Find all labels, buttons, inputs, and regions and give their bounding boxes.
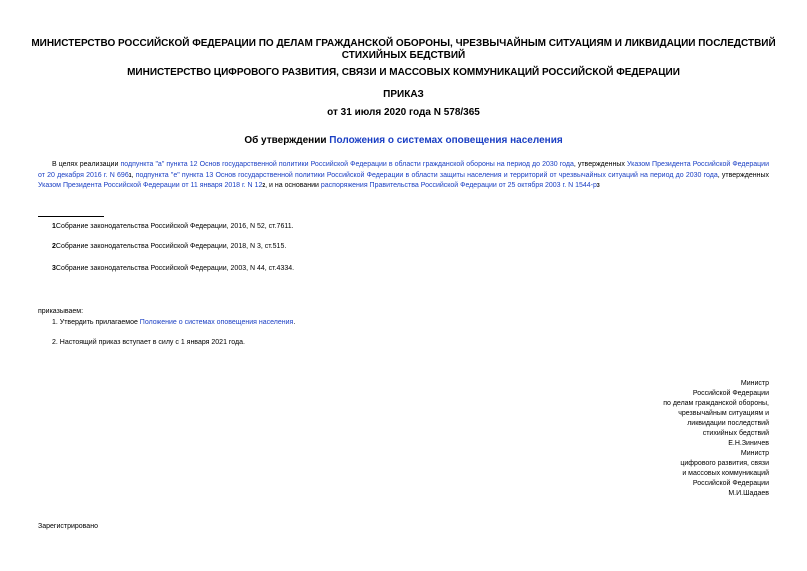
preamble-text: , — [131, 171, 136, 179]
signature-line: М.И.Шадаев — [728, 490, 769, 497]
ministry-emergency-heading: МИНИСТЕРСТВО РОССИЙСКОЙ ФЕДЕРАЦИИ ПО ДЕЛАМ ГРАЖДАНСКОЙ ОБОРОНЫ, ЧРЕЗВЫЧАЙНЫМ СИТУАЦИЯМ И ЛИКВИДАЦИИ ПОСЛЕДСТВИЙ СТИХИЙНЫХ БЕДСТВИЙ — [31, 38, 776, 61]
footnote-text: Собрание законодательства Российской Федерации, 2018, N 3, ст.515. — [55, 243, 287, 250]
footnote-ref[interactable]: 2 — [262, 183, 266, 189]
preamble-text: , утвержденных — [573, 161, 627, 168]
order-item-text: 1. Утвердить прилагаемое — [52, 319, 140, 326]
order-item-text: . — [293, 319, 296, 326]
order-intro: приказываем: — [38, 308, 84, 315]
link-emergency-basics[interactable]: подпункта "е" пункта 13 Основ государственной политики Российской Федерации в области защиты населения и территорий от чрезвычайных ситуаций на период до 2030 года — [135, 171, 718, 179]
signature-line: и массовых коммуникаций — [682, 470, 769, 477]
ministry-digital-heading: МИНИСТЕРСТВО ЦИФРОВОГО РАЗВИТИЯ, СВЯЗИ И МАССОВЫХ КОММУНИКАЦИЙ РОССИЙСКОЙ ФЕДЕРАЦИИ — [127, 67, 680, 78]
signature-line: Российской Федерации — [692, 390, 769, 397]
signature-line: ликвидации последствий — [687, 420, 769, 427]
footnote-ref[interactable]: 1 — [128, 172, 132, 179]
title-link[interactable]: Положения о системах оповещения населения — [329, 135, 563, 146]
footnote — [52, 264, 294, 273]
signature-line: чрезвычайным ситуациям и — [678, 410, 769, 417]
order-item-2: 2. Настоящий приказ вступает в силу с 1 января 2021 года. — [52, 339, 245, 346]
signature-line: цифрового развития, связи — [680, 460, 769, 467]
preamble-text: , утвержденных — [717, 171, 769, 179]
footnote-mark: 3 — [52, 265, 56, 272]
signature-block-digital — [569, 449, 769, 499]
signature-line: стихийных бедствий — [702, 430, 769, 437]
footnote-mark: 1 — [52, 223, 56, 230]
signature-line: Министр — [740, 450, 769, 457]
signature-block-emergency — [569, 379, 769, 449]
footnote-text: Собрание законодательства Российской Федерации, 2003, N 44, ст.4334. — [55, 265, 295, 272]
preamble-text: , и на основании — [265, 182, 321, 189]
link-order-1544[interactable]: распоряжения Правительства Российской Федерации от 25 октября 2003 г. N 1544-р — [320, 182, 597, 189]
document-type: ПРИКАЗ — [383, 89, 424, 100]
footnote-mark: 2 — [52, 243, 56, 250]
footnote-ref[interactable]: 3 — [596, 183, 600, 189]
document-date: от 31 июля 2020 года N 578/365 — [327, 107, 480, 118]
registered-label: Зарегистрировано — [38, 523, 98, 530]
footnote — [52, 222, 294, 231]
preamble-paragraph — [38, 160, 769, 192]
link-decree-696[interactable]: Указом Президента Российской Федерации от 20 декабря 2016 г. N 696 — [38, 161, 770, 179]
title-prefix: Об утверждении — [244, 135, 330, 146]
footnote — [52, 242, 286, 251]
footnote-text: Собрание законодательства Российской Федерации, 2016, N 52, ст.7611. — [55, 223, 294, 230]
link-decree-12[interactable]: Указом Президента Российской Федерации от 11 января 2018 г. N 12 — [38, 182, 263, 189]
signature-line: по делам гражданской обороны, — [663, 400, 769, 407]
footnote-divider — [38, 216, 104, 217]
signature-line: Российской Федерации — [692, 480, 769, 487]
document-title — [20, 135, 787, 147]
link-regulation[interactable]: Положение о системах оповещения населения — [139, 319, 294, 326]
signature-line: Министр — [740, 380, 769, 387]
signature-line: Е.Н.Зиничев — [728, 440, 769, 447]
link-civil-defense-basics[interactable]: подпункта "а" пункта 12 Основ государственной политики Российской Федерации в области гражданской обороны на период до 2030 года — [120, 161, 574, 168]
order-item-1 — [52, 318, 295, 327]
preamble-text: В целях реализации — [52, 161, 121, 168]
